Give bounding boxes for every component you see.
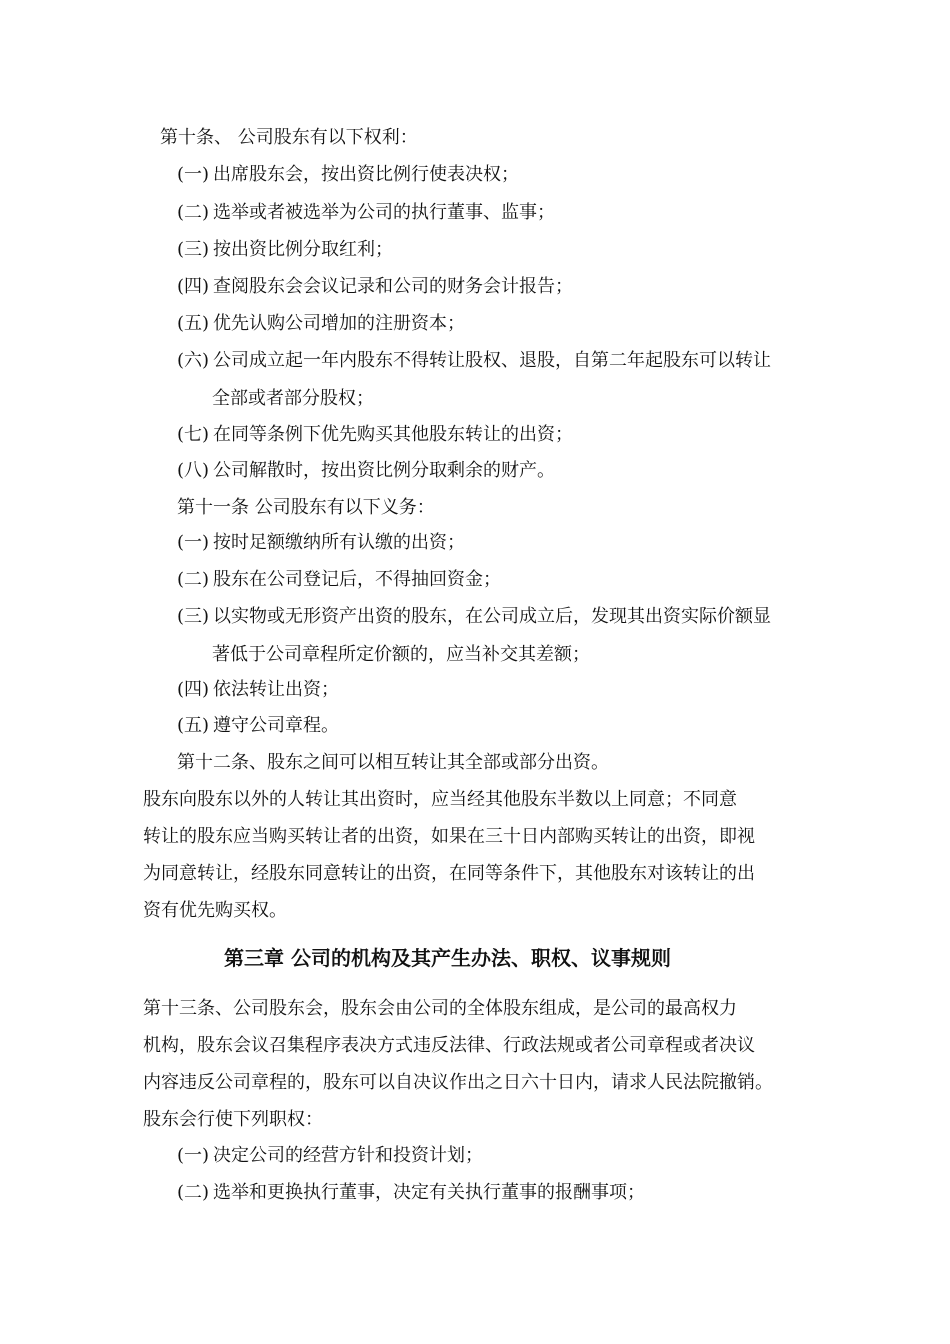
list-item [177, 201, 555, 225]
list-item [177, 459, 555, 483]
paragraph-line: 为同意转让，经股东同意转让的出资，在同等条件下，其他股东对该转让的出 [143, 863, 755, 884]
item-number: (一) [177, 1145, 210, 1166]
item-text: 选举或者被选举为公司的执行董事、监事； [213, 202, 555, 223]
item-text: 公司成立起一年内股东不得转让股权、退股，自第二年起股东可以转让 [213, 350, 771, 371]
item-text: 选举和更换执行董事，决定有关执行董事的报酬事项； [213, 1182, 645, 1203]
chapter-heading: 第三章 公司的机构及其产生办法、职权、议事规则 [224, 946, 671, 970]
item-number: (三) [177, 239, 210, 260]
paragraph-line: 第十三条、公司股东会，股东会由公司的全体股东组成，是公司的最高权力 [143, 998, 737, 1019]
item-text: 按出资比例分取红利； [213, 239, 393, 260]
item-number: (二) [177, 1182, 210, 1203]
item-text: 在同等条例下优先购买其他股东转让的出资； [213, 424, 573, 445]
item-text: 以实物或无形资产出资的股东，在公司成立后，发现其出资实际价额显 [213, 606, 771, 627]
list-item [177, 238, 393, 262]
item-continuation: 著低于公司章程所定价额的，应当补交其差额； [212, 644, 590, 665]
list-item [177, 714, 339, 738]
item-text: 出席股东会，按出资比例行使表决权； [213, 164, 519, 185]
list-item [177, 275, 573, 299]
item-number: (一) [177, 164, 210, 185]
list-item [177, 163, 519, 187]
list-item [177, 678, 339, 702]
item-number: (五) [177, 715, 210, 736]
list-item [177, 423, 573, 447]
list-item [177, 312, 465, 336]
item-number: (二) [177, 569, 210, 590]
paragraph-line: 股东向股东以外的人转让其出资时，应当经其他股东半数以上同意；不同意 [143, 789, 737, 810]
list-item [177, 1144, 483, 1168]
item-number: (一) [177, 532, 210, 553]
paragraph-line: 机构，股东会议召集程序表决方式违反法律、行政法规或者公司章程或者决议 [143, 1035, 755, 1056]
item-number: (七) [177, 424, 210, 445]
item-text: 查阅股东会会议记录和公司的财务会计报告； [213, 276, 573, 297]
list-item [177, 568, 501, 592]
item-text: 遵守公司章程。 [213, 715, 339, 736]
article-10-title: 第十条、 公司股东有以下权利： [160, 127, 418, 148]
item-number: (四) [177, 679, 210, 700]
item-number: (三) [177, 606, 210, 627]
item-number: (二) [177, 202, 210, 223]
list-item [177, 1181, 645, 1205]
item-continuation: 全部或者部分股权； [212, 388, 374, 409]
paragraph-line: 内容违反公司章程的，股东可以自决议作出之日六十日内，请求人民法院撤销。 [143, 1072, 773, 1093]
list-item [177, 605, 771, 629]
list-item [177, 349, 771, 373]
item-text: 公司解散时，按出资比例分取剩余的财产。 [213, 460, 555, 481]
article-11-title: 第十一条 公司股东有以下义务： [177, 497, 435, 518]
paragraph-line: 转让的股东应当购买转让者的出资，如果在三十日内部购买转让的出资，即视 [143, 826, 755, 847]
item-number: (六) [177, 350, 210, 371]
item-text: 股东在公司登记后，不得抽回资金； [213, 569, 501, 590]
item-number: (八) [177, 460, 210, 481]
list-item [177, 531, 465, 555]
item-text: 按时足额缴纳所有认缴的出资； [213, 532, 465, 553]
paragraph-line: 资有优先购买权。 [143, 900, 287, 921]
item-number: (四) [177, 276, 210, 297]
item-text: 依法转让出资； [213, 679, 339, 700]
item-number: (五) [177, 313, 210, 334]
item-text: 优先认购公司增加的注册资本； [213, 313, 465, 334]
paragraph-line: 股东会行使下列职权： [143, 1109, 323, 1130]
item-text: 决定公司的经营方针和投资计划； [213, 1145, 483, 1166]
article-12-title: 第十二条、股东之间可以相互转让其全部或部分出资。 [177, 752, 609, 773]
